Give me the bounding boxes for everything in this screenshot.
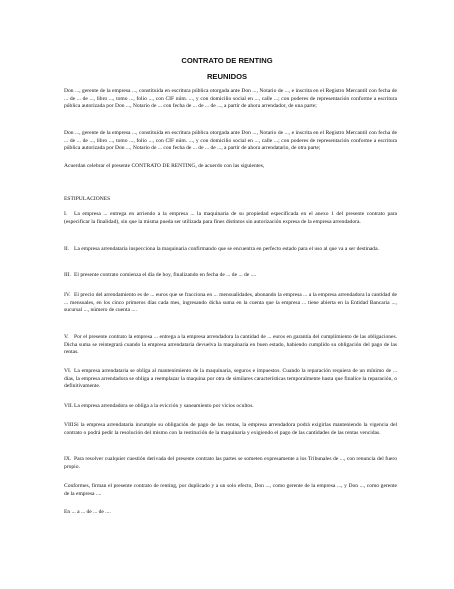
clause-5: V. Por el presente contrato la empresa ... entrega a la empresa arrendadora la cantidad de ... euros en garantía del cumplimiento de las obligaciones. Dicha suma se reintegrará cuando la empresa arrendataria devuelva la maquinaria en buen estado, habiendo cumplido su obligación del pago de las rentas. [64, 334, 397, 355]
clause-7: VII.La empresa arrendadora se obliga a la evicción y saneamiento por vicios ocultos. [64, 403, 254, 409]
place-date-line: En ... a ... de ... de .... [64, 509, 111, 515]
clause-2: II. La empresa arrendataria inspecciona la maquinaria confirmando que se encuentra en perfecto estado para el uso al que va a ser destinada. [64, 246, 379, 252]
document-subtitle: REUNIDOS [206, 72, 248, 81]
clause-6: VI. La empresa arrendataria se obliga al mantenimiento de la maquinaria, seguros e impuestos. Cuando la reparación requiera de un mínimo de ... días, la empresa arrendadora se obliga a reemplazar la maquina por otra de similares características temporalmente hasta que finalice la reparación, o definitivamente. [64, 368, 397, 389]
party-1-paragraph: Don ..., gerente de la empresa ..., constituida en escritura pública otorgada ante Don ..., Notario de ..., e inscrita en el Registro Mercantil con fecha de ... de ... de ..., libro ..., tomo ..., folio ..., con CIF núm. ..., y con domicilio social en ..., calle ...; con poderes de representación conforme a escritura pública autorizada por Don ..., Notario de ... con fecha de ... de ... de ..., a partir de ahora arrendador, de una parte; [64, 88, 397, 109]
clause-8: VIII.Si la empresa arrendataria incumple su obligación de pago de las rentas, la empresa arrendadora podrá exigirlas manteniendo la vigencia del contrato o podrá pedir la resolución del mismo con la restitución de la maquinaria y exigiendo el pago de las cantidades de las rentas vencidas. [64, 422, 397, 436]
clause-1: I. La empresa ... entrega en arriendo a la empresa ... la maquinaria de su propiedad especificada en el anexo 1 del presente contrato para (especificar la finalidad), sin que la misma pueda ser utilizada para fines distintos sin autorización expresa de la empresa arrendadora. [64, 211, 397, 225]
agreement-paragraph: Acuerdan celebrar el presente CONTRATO DE RENTING, de acuerdo con las siguientes, [64, 163, 265, 169]
closing-paragraph: Conformes, firman el presente contrato de renting, por duplicado y a un solo efecto, Don ..., como gerente de la empresa ..., y Don ..., como gerente de la empresa .... [64, 483, 397, 497]
stipulations-heading: ESTIPULACIONES [64, 196, 111, 202]
clause-9: IX. Para resolver cualquier cuestión derivada del presente contrato las partes se someten expresamente a los Tribunales de ..., con renuncia del fuero propio. [64, 456, 397, 470]
clause-3: III. El presente contrato comienza el día de hoy, finalizando en fecha de ... de ... de .... [64, 272, 257, 278]
party-2-paragraph: Don ..., gerente de la empresa ..., constituida en escritura pública otorgada ante Don ..., Notario de ..., e inscrita en el Registro Mercantil con fecha de ... de ... de ..., libro ..., tomo ..., folio ..., con CIF núm. ..., y con domicilio social en ..., calle ...; con poderes de representación conforme a escritura pública autorizada por Don ..., Notario de ... con fecha de ... de ... de ..., a partir de ahora arrendatario, de otra parte; [64, 130, 397, 151]
document-title: CONTRATO DE RENTING [181, 56, 273, 65]
clause-4: IV. El precio del arrendamiento es de ... euros que se fracciona en ... mensualidades, abonando la empresa ... a la empresa arrendadora la cantidad de ... mensuales, en los cinco primeros días cada mes, ingresando dicha suma en la cuenta que la empresa ... tiene abierta en la Entidad Bancaria ..., sucursal ..., número de cuenta .... [64, 292, 397, 313]
